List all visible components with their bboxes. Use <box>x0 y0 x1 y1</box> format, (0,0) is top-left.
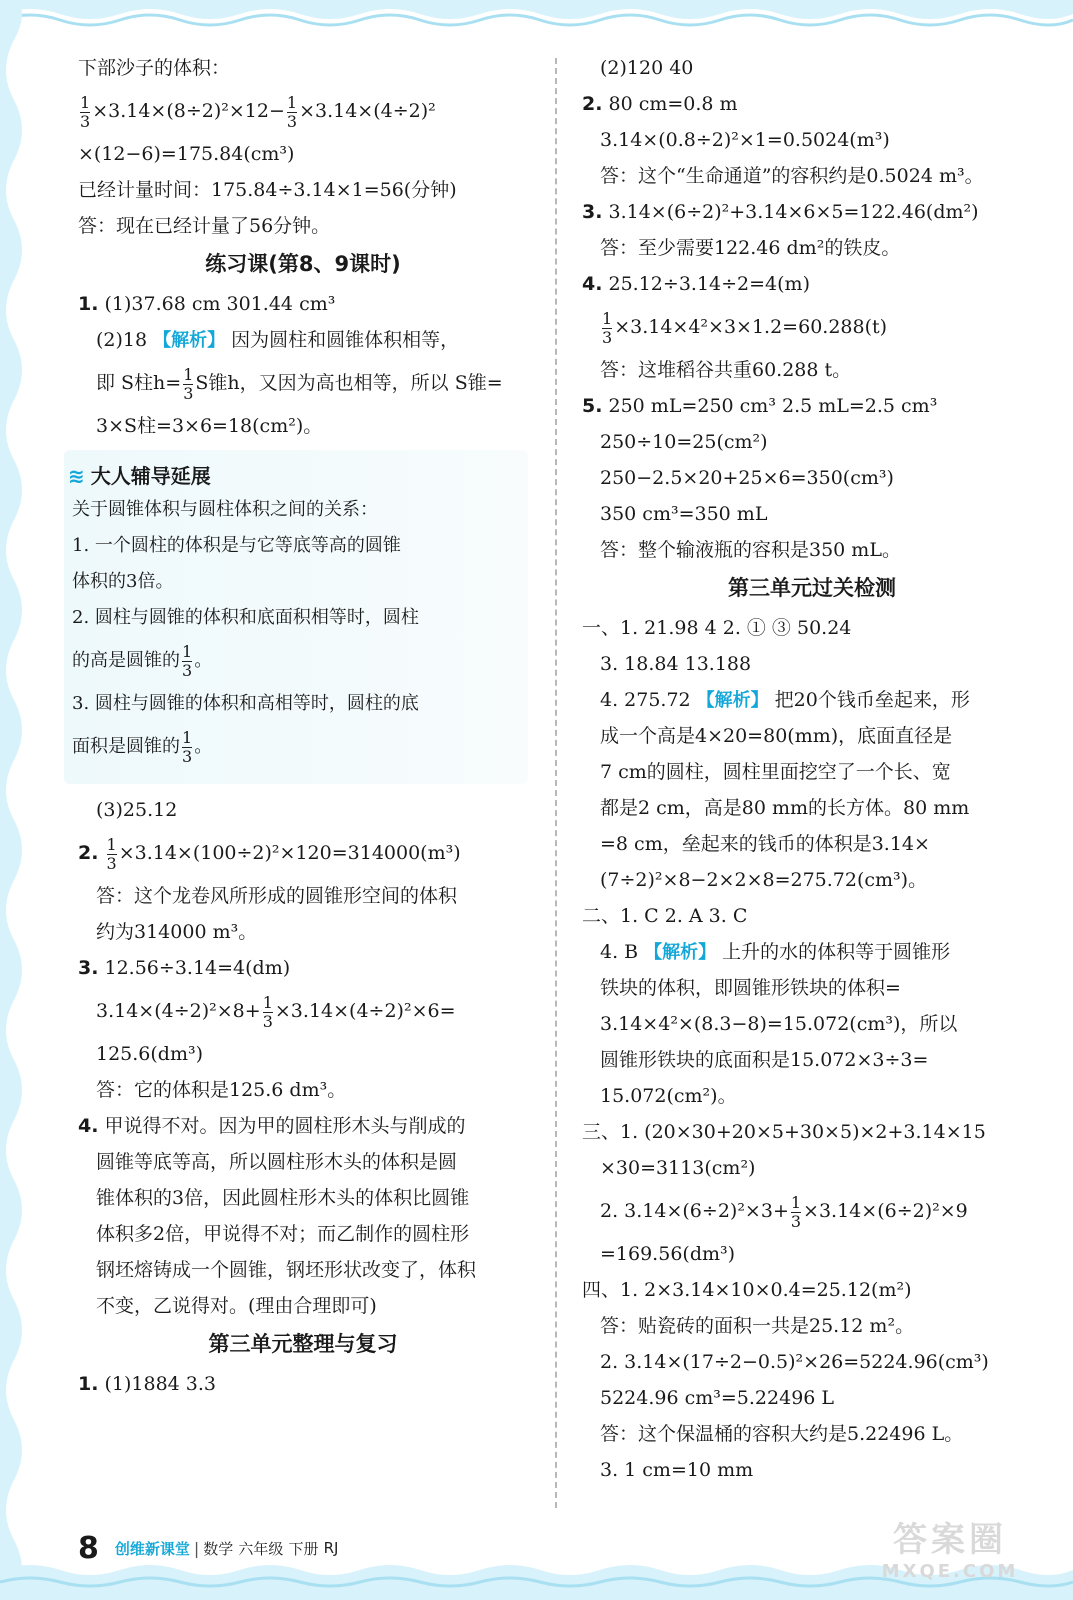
page-number: 8 <box>78 1530 99 1566</box>
text-line: ×30=3113(cm²) <box>600 1157 756 1179</box>
answer-line: 答：贴瓷砖的面积一共是25.12 m²。 <box>600 1315 915 1337</box>
text-line: 不变，乙说得对。(理由合理即可) <box>96 1295 377 1317</box>
problem-1: 1. (1)37.68 cm 301.44 cm³ <box>78 293 336 315</box>
formula-line: $\frac{1}{3}$ ×3.14×4²×3×1.2=60.288(t) <box>602 308 888 347</box>
formula-line: $\frac{1}{3}$ ×3.14×(8÷2)²×12− $\frac{1}{3}$ ×3.14×(4÷2)² <box>80 92 436 131</box>
problem-3: 3. 12.56÷3.14=4(dm) <box>78 957 291 979</box>
text-line: 250÷10=25(cm²) <box>600 431 768 453</box>
tip-line: 面积是圆锥的 $\frac{1}{3}$ 。 <box>72 727 213 766</box>
text-line: 体积多2倍，甲说得不对；而乙制作的圆柱形 <box>96 1223 470 1245</box>
answer-line: 答：这个保温桶的容积大约是5.22496 L。 <box>600 1423 964 1445</box>
fraction: $\frac{1}{3}$ <box>80 92 91 131</box>
answer-line: 答：这堆稻谷共重60.288 t。 <box>600 359 852 381</box>
problem-4: 4. 甲说得不对。因为甲的圆柱形木头与削成的 <box>78 1115 466 1137</box>
text-line: 都是2 cm，高是80 mm的长方体。80 mm <box>600 797 970 819</box>
problem-1-3: (3)25.12 <box>96 799 178 821</box>
fraction: $\frac{1}{3}$ <box>790 1192 802 1231</box>
question-3: 3. 3.14×(6÷2)²+3.14×6×5=122.46(dm²) <box>582 201 979 223</box>
text-line: =169.56(dm³) <box>600 1243 736 1265</box>
left-column <box>68 50 528 1402</box>
text-line: 3×S柱=3×6=18(cm²)。 <box>96 415 323 437</box>
answer-line: 答：这个龙卷风所形成的圆锥形空间的体积 <box>96 885 458 907</box>
footer-edition: RJ <box>323 1539 339 1557</box>
section-title: 练习课(第8、9课时) <box>205 252 401 276</box>
fraction: $\frac{1}{3}$ <box>286 92 298 131</box>
text-line: 3.14×(0.8÷2)²×1=0.5024(m³) <box>600 129 890 151</box>
fraction: $\frac{1}{3}$ <box>106 834 117 873</box>
text-line: 3.14×4²×(8.3−8)=15.072(cm³)，所以 <box>600 1013 958 1035</box>
question-2: 2. 80 cm=0.8 m <box>582 93 738 115</box>
question-4: 4. 25.12÷3.14÷2=4(m) <box>582 273 810 295</box>
watermark-logo: 答案圈 MXQE.COM <box>881 1520 1019 1582</box>
tip-box <box>64 450 528 784</box>
top-wave-border <box>0 0 1073 40</box>
text-line: (2)120 40 <box>600 57 694 79</box>
formula-line: 2. 3.14×(6÷2)²×3+ $\frac{1}{3}$ ×3.14×(6÷2)²×9 <box>600 1192 968 1231</box>
wave-lines-icon: ≋ <box>68 464 85 488</box>
footer-subject: 数学 <box>203 1539 234 1558</box>
text-line: 3. 18.84 13.188 <box>600 653 752 675</box>
text-line: 锥体积的3倍，因此圆柱形木头的体积比圆锥 <box>96 1187 470 1209</box>
analysis-tag: 【解析】 <box>153 330 226 351</box>
page-footer: 8 创维新课堂 | 数学 六年级 下册 RJ <box>78 1530 339 1566</box>
question-5: 5. 250 mL=250 cm³ 2.5 mL=2.5 cm³ <box>582 395 938 417</box>
text-line: 成一个高是4×20=80(mm)，底面直径是 <box>600 725 953 747</box>
text-line: 圆锥等底等高，所以圆柱形木头的体积是圆 <box>96 1151 458 1173</box>
text-line: 2. 3.14×(17÷2−0.5)²×26=5224.96(cm³) <box>600 1351 989 1373</box>
text-line: 已经计量时间：175.84÷3.14×1=56(分钟) <box>78 179 457 201</box>
part-1: 一、1. 21.98 4 2. ① ③ 50.24 <box>582 617 852 639</box>
answer-line: 答：现在已经计量了56分钟。 <box>78 215 331 237</box>
tip-line: 体积的3倍。 <box>72 571 174 592</box>
tip-line: 的高是圆锥的 $\frac{1}{3}$ 。 <box>72 641 213 680</box>
column-divider <box>555 58 557 1508</box>
text-line: (7÷2)²×8−2×2×8=275.72(cm³)。 <box>600 869 928 891</box>
text-line: 15.072(cm²)。 <box>600 1085 737 1107</box>
fraction: $\frac{1}{3}$ <box>602 308 613 347</box>
text-line: 圆锥形铁块的底面积是15.072×3÷3= <box>600 1049 929 1071</box>
part-4: 四、1. 2×3.14×10×0.4=25.12(m²) <box>582 1279 912 1301</box>
footer-grade: 六年级 <box>238 1539 284 1558</box>
footer-volume: 下册 <box>288 1539 319 1558</box>
fraction: $\frac{1}{3}$ <box>262 992 273 1031</box>
text-line: 4. B 【解析】 上升的水的体积等于圆锥形 <box>600 941 951 963</box>
tip-line: 1. 一个圆柱的体积是与它等底等高的圆锥 <box>72 535 401 556</box>
tip-line: 2. 圆柱与圆锥的体积和底面积相等时，圆柱 <box>72 607 419 628</box>
tip-box-title: ≋ 大人辅导延展 <box>68 464 211 488</box>
text-line: 7 cm的圆柱，圆柱里面挖空了一个长、宽 <box>600 761 951 783</box>
text-line: 250−2.5×20+25×6=350(cm³) <box>600 467 894 489</box>
fraction: $\frac{1}{3}$ <box>183 364 194 403</box>
analysis-tag: 【解析】 <box>644 942 717 963</box>
part-3: 三、1. (20×30+20×5+30×5)×2+3.14×15 <box>582 1121 986 1143</box>
answer-line: 答：它的体积是125.6 dm³。 <box>96 1079 347 1101</box>
text-line: 钢坯熔铸成一个圆锥，钢坯形状改变了，体积 <box>96 1259 477 1281</box>
problem-1-2: (2)18 【解析】 因为圆柱和圆锥体积相等， <box>96 329 460 351</box>
text-line: 下部沙子的体积： <box>78 57 231 79</box>
part-2: 二、1. C 2. A 3. C <box>582 905 748 927</box>
fraction: $\frac{1}{3}$ <box>182 641 193 680</box>
section-title: 第三单元整理与复习 <box>208 1332 398 1356</box>
answer-line: 约为314000 m³。 <box>96 921 258 943</box>
tip-line: 3. 圆柱与圆锥的体积和高相等时，圆柱的底 <box>72 693 419 714</box>
formula-line: 3.14×(4÷2)²×8+ $\frac{1}{3}$ ×3.14×(4÷2)²×6= <box>96 992 456 1031</box>
left-wave-border <box>0 0 46 1600</box>
text-line: ×(12−6)=175.84(cm³) <box>78 143 295 165</box>
text-line: 铁块的体积，即圆锥形铁块的体积= <box>600 977 901 999</box>
tip-line: 关于圆锥体积与圆柱体积之间的关系： <box>72 499 378 520</box>
text-line: 3. 1 cm=10 mm <box>600 1459 754 1481</box>
text-line: 4. 275.72 【解析】 把20个钱币垒起来，形 <box>600 689 970 711</box>
text-line: 125.6(dm³) <box>96 1043 204 1065</box>
question-1: 1. (1)1884 3.3 <box>78 1373 217 1395</box>
analysis-tag: 【解析】 <box>696 690 769 711</box>
answer-line: 答：整个输液瓶的容积是350 mL。 <box>600 539 901 561</box>
section-title: 第三单元过关检测 <box>728 576 896 600</box>
text-line: 350 cm³=350 mL <box>600 503 768 525</box>
brand-name: 创维新课堂 <box>114 1539 190 1558</box>
right-column <box>582 50 1042 1488</box>
fraction: $\frac{1}{3}$ <box>182 727 193 766</box>
answer-line: 答：这个“生命通道”的容积约是0.5024 m³。 <box>600 165 984 187</box>
text-line: =8 cm，垒起来的钱币的体积是3.14× <box>600 833 930 855</box>
problem-1-2-cont: 即 S柱h= $\frac{1}{3}$ S锥h，又因为高也相等，所以 S锥= <box>96 364 503 403</box>
text-line: 5224.96 cm³=5.22496 L <box>600 1387 835 1409</box>
problem-2: 2. $\frac{1}{3}$ ×3.14×(100÷2)²×120=314000(m³) <box>78 834 461 873</box>
answer-line: 答：至少需要122.46 dm²的铁皮。 <box>600 237 901 259</box>
